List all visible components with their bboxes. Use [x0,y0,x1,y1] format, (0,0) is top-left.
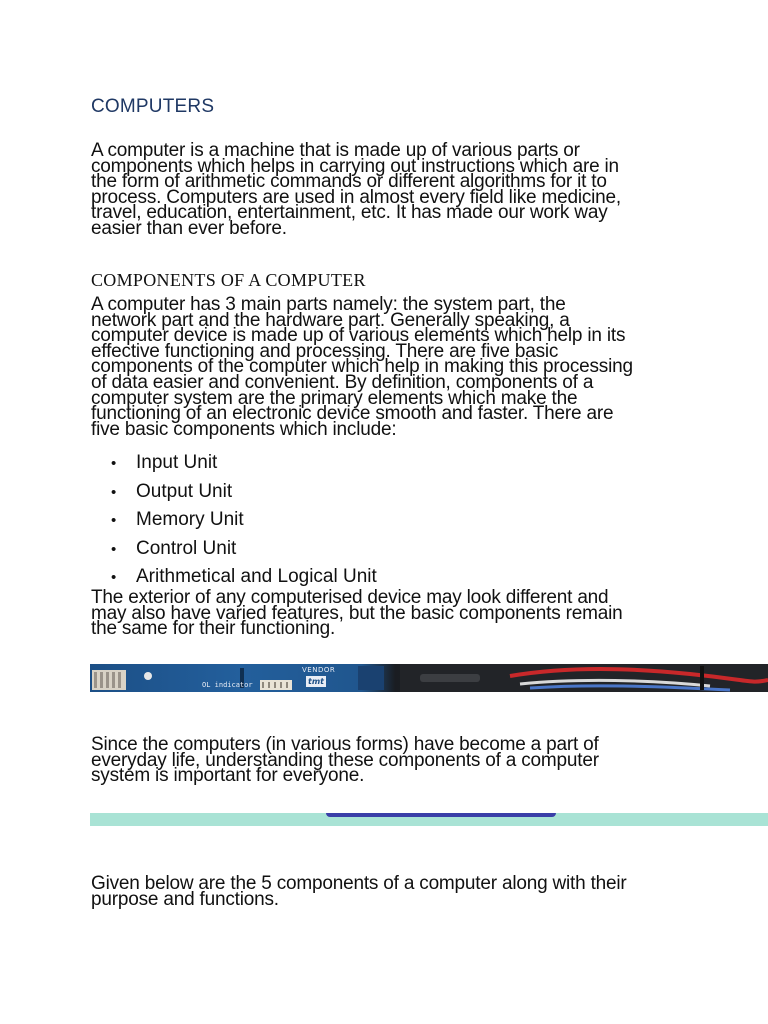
bullet-icon: • [111,512,117,529]
teal-banner [90,813,768,826]
text-line: of data easier and convenient. By definition, components of a [91,371,594,393]
vendor-label: VENDOR [302,666,336,674]
text-line: everyday life, understanding these components of a computer [91,749,599,771]
text-line: effective functioning and processing. There are five basic [91,340,559,362]
components-paragraph [91,294,691,440]
motherboard-photo [90,664,768,692]
text-line: five basic components which include: [91,418,397,440]
page-title: COMPUTERS [91,96,215,117]
motherboard-illustration [90,664,768,692]
given-paragraph [91,873,691,910]
list-item-label: Memory Unit [136,509,244,530]
components-heading: COMPONENTS OF A COMPUTER [91,270,366,290]
text-line: components of the computer which help in making this processing [91,356,633,378]
text-line: travel, education, entertainment, etc. It has made our work way [91,202,608,224]
since-paragraph [91,734,691,787]
text-line: computer device is made up of various elements which help in its [91,325,626,347]
indicator-label: OL indicator [202,681,253,689]
text-line: The exterior of any computerised device may look different and [91,587,609,608]
list-item [111,535,377,564]
vendor-logo: tmt [306,676,326,687]
intro-paragraph [91,140,691,239]
list-item-label: Output Unit [136,480,233,502]
text-line: the same for their functioning. [91,618,336,640]
text-line: A computer has 3 main parts namely: the system part, the [91,294,566,315]
text-line: network part and the hardware part. Generally speaking, a [91,309,570,331]
bullet-icon: • [111,540,117,558]
bullet-icon: • [111,569,117,586]
list-item-label: Control Unit [136,537,237,559]
list-item-label: Input Unit [136,452,218,473]
exterior-paragraph [91,587,691,640]
text-line: Given below are the 5 components of a computer along with their [91,873,627,894]
text-line: computer system are the primary elements which make the [91,387,578,409]
components-list [111,449,377,592]
list-item [111,449,377,478]
bullet-icon: • [111,483,117,501]
button-edge [326,813,556,817]
list-item [111,478,377,507]
text-line: easier than ever before. [91,217,287,239]
text-line: may also have varied features, but the basic components remain [91,602,623,624]
list-item-label: Arithmetical and Logical Unit [136,566,377,587]
text-line: functioning of an electronic device smooth and faster. There are [91,403,614,425]
text-line: components which helps in carrying out instructions which are in [91,155,619,177]
text-line: the form of arithmetic commands or different algorithms for it to [91,171,607,193]
text-line: system is important for everyone. [91,765,365,787]
text-line: A computer is a machine that is made up of various parts or [91,140,580,161]
text-line: process. Computers are used in almost every field like medicine, [91,186,621,208]
text-line: Since the computers (in various forms) have become a part of [91,734,599,755]
list-item [111,506,377,535]
bullet-icon: • [111,455,117,472]
text-line: purpose and functions. [91,888,279,910]
